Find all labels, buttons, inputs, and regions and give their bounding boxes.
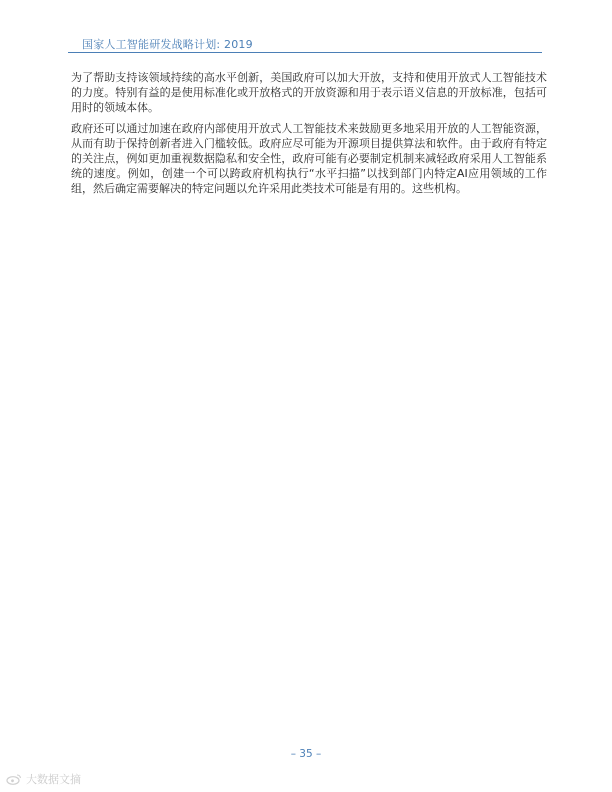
watermark	[6, 770, 81, 788]
header-divider	[68, 52, 542, 53]
footer	[0, 742, 612, 758]
body-text	[71, 70, 547, 202]
watermark-text: 大数据文摘	[26, 773, 81, 786]
page-number: – 35 –	[290, 748, 322, 760]
paragraph: 政府还可以通过加速在政府内部使用开放式人工智能技术来鼓励更多地采用开放的人工智能资源，从而有助于保持创新者进入门槛较低。政府应尽可能为开源项目提供算法和软件。由于政府有特定的关注点，例如更加重视数据隐私和安全性，政府可能有必要制定机制来减轻政府采用人工智能系统的速度。例如，创建一个可以跨政府机构执行“水平扫描”以找到部门内特定AI应用领域的工作组，然后确定需要解决的特定问题以允许采用此类技术可能是有用的。这些机构。	[71, 122, 547, 195]
header-title: 国家人工智能研发战略计划: 2019	[82, 38, 253, 51]
weibo-icon	[6, 773, 22, 785]
paragraph: 为了帮助支持该领域持续的高水平创新，美国政府可以加大开放，支持和使用开放式人工智能技术的力度。特别有益的是使用标准化或开放格式的开放资源和用于表示语义信息的开放标准，包括可用时的领域本体。	[71, 71, 547, 114]
